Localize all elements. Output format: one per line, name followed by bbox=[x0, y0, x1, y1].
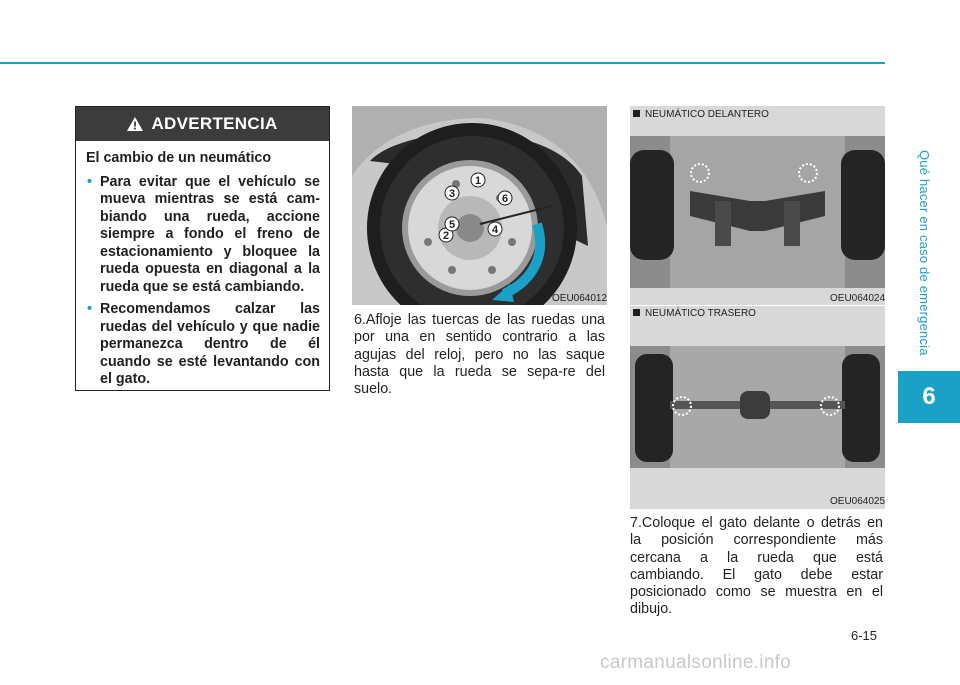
figure-code: OEU064024 bbox=[830, 293, 886, 304]
warning-item: • Recomendamos calzar las ruedas del vehículo y que nadie permanezca dentro de él cuando se esté levantando con el gato. bbox=[86, 301, 320, 389]
warning-title: ADVERTENCIA bbox=[151, 114, 278, 133]
wheel-illustration bbox=[352, 106, 607, 305]
nut-number: 4 bbox=[491, 224, 499, 236]
warning-header bbox=[76, 107, 329, 141]
nut-number: 3 bbox=[448, 188, 456, 200]
wheel-figure bbox=[352, 106, 607, 305]
warning-icon bbox=[127, 117, 143, 131]
figure-caption: NEUMÁTICO TRASERO bbox=[633, 308, 756, 319]
rear-figure bbox=[630, 306, 885, 509]
figure-code: OEU064012 bbox=[552, 293, 608, 304]
warning-list bbox=[86, 174, 320, 389]
chapter-tab[interactable]: 6 bbox=[898, 371, 960, 423]
front-undercarriage-illustration bbox=[630, 106, 885, 305]
step-6-text: 6.Afloje las tuercas de las ruedas una por una en sentido contrario a las agujas del reloj, pero no las saque hasta que la rueda se sepa-re del suelo. bbox=[354, 312, 605, 398]
header-rule bbox=[0, 62, 885, 64]
step-7-text: 7.Coloque el gato delante o detrás en la posición correspondiente más cercana a la rueda que está cambiando. El gato debe estar posicionado como se muestra en el dibujo. bbox=[630, 515, 883, 618]
rear-undercarriage-illustration bbox=[630, 306, 885, 509]
warning-item: • Para evitar que el vehículo se mueva mientras se está cam-biando una rueda, accione siempre a fondo el freno de estacionamiento y bloquee la rueda opuesta en diagonal a la rueda que se está cambiando. bbox=[86, 174, 320, 297]
nut-number: 6 bbox=[501, 193, 509, 205]
figure-code: OEU064025 bbox=[830, 496, 886, 507]
nut-number: 2 bbox=[442, 230, 450, 242]
warning-box bbox=[75, 106, 330, 391]
nut-number: 1 bbox=[474, 175, 482, 187]
page-number: 6-15 bbox=[851, 628, 878, 643]
warning-subtitle: El cambio de un neumático bbox=[86, 150, 272, 166]
chapter-title: Qué hacer en caso de emergencia bbox=[917, 149, 932, 356]
front-figure bbox=[630, 106, 885, 305]
nut-number: 5 bbox=[448, 219, 456, 231]
watermark: carmanualsonline.info bbox=[600, 652, 792, 673]
figure-caption: NEUMÁTICO DELANTERO bbox=[633, 109, 769, 120]
